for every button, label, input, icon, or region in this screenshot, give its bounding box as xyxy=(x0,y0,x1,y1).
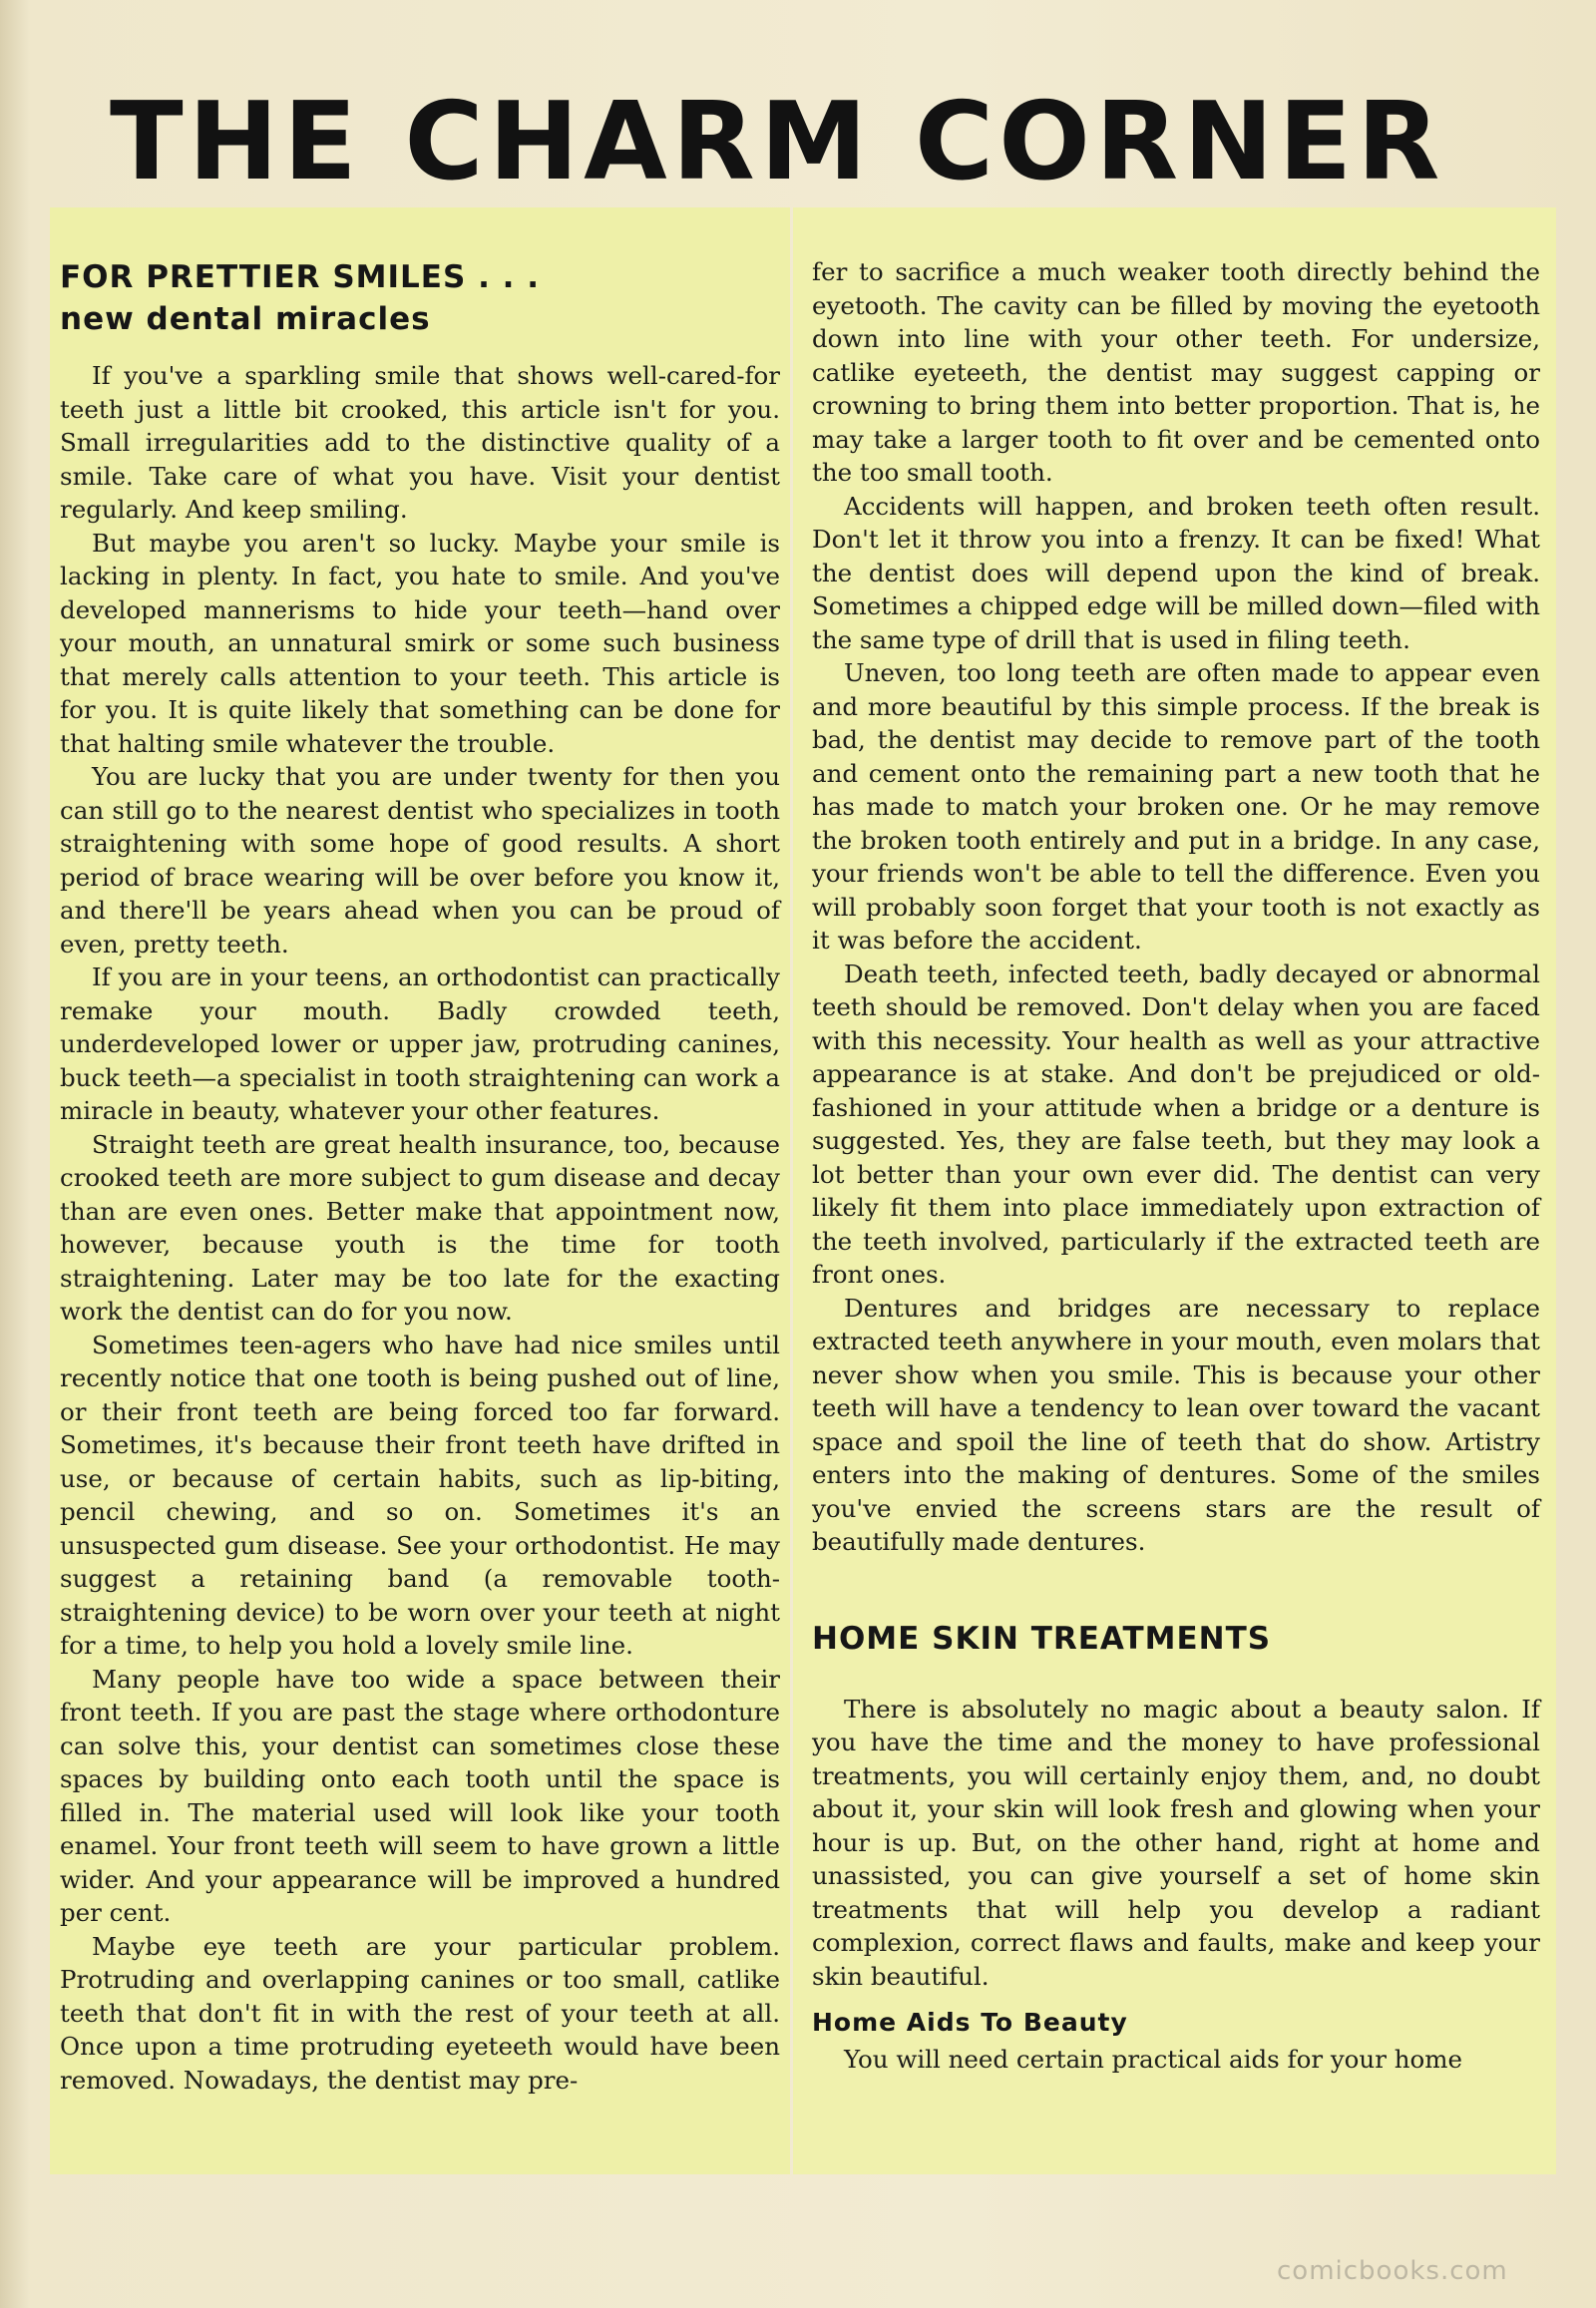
watermark: comicbooks.com xyxy=(1277,2256,1508,2286)
article-paragraph: Straight teeth are great health insurance, too, because crooked teeth are more subject to gum disease and decay than are even ones. Better make that appointment now, however, because youth is the time for tooth straightening. Later may be too late for the exacting work the dentist can do for you now. xyxy=(60,1129,780,1326)
article2-title: HOME SKIN TREATMENTS xyxy=(812,1620,1272,1657)
article-paragraph: Many people have too wide a space between their front teeth. If you are past the stage where orthodonture can solve this, your dentist can sometimes close these spaces by building onto each tooth until the space is filled in. The material used will look like your tooth enamel. Your front teeth will seem to have grown a little wider. And your appearance will be improved a hundred per cent. xyxy=(60,1664,780,1927)
article-title: FOR PRETTIER SMILES . . . xyxy=(60,259,541,295)
article-paragraph: Death teeth, infected teeth, badly decayed or abnormal teeth should be removed. Don't delay when you are faced with this necessity. Your health as well as your attractive appearance is at stake. And don't be prejudiced or old-fashioned in your attitude when a bridge or a denture is suggested. Yes, they are false teeth, but they may look a lot better than your own ever did. The dentist can very likely fit them into place immediately upon extraction of the teeth involved, particularly if the extracted teeth are front ones. xyxy=(812,959,1540,1289)
article-subtitle: new dental miracles xyxy=(60,301,431,337)
article-paragraph: If you've a sparkling smile that shows well-cared-for teeth just a little bit crooked, this article isn't for you. Small irregularities add to the distinctive quality of a smile. Take care of what you have. Visit your dentist regularly. And keep smiling. xyxy=(60,361,780,524)
right-column xyxy=(812,255,1540,2077)
article-paragraph: Sometimes teen-agers who have had nice smiles until recently notice that one tooth is being pushed out of line, or their front teeth are being forced too far forward. Sometimes, it's because their front teeth have drifted in use, or because of certain habits, such as lip-biting, pencil chewing, and so on. Sometimes it's an unsuspected gum disease. See your orthodontist. He may suggest a retaining band (a removable tooth-straightening device) to be worn over your teeth at night for a time, to help you hold a lovely smile line. xyxy=(60,1330,780,1660)
article-paragraph: Dentures and bridges are necessary to replace extracted teeth anywhere in your mouth, even molars that never show when you smile. This is because your other teeth will have a tendency to lean over toward the vacant space and spoil the line of teeth that do show. Artistry enters into the making of dentures. Some of the smiles you've envied the screens stars are the result of beautifully made dentures. xyxy=(812,1293,1540,1556)
article-paragraph: You are lucky that you are under twenty for then you can still go to the nearest dentist who specializes in tooth straightening with some hope of good results. A short period of brace wearing will be over before you know it, and there'll be years ahead when you can be proud of even, pretty teeth. xyxy=(60,762,780,959)
article2-subhead: Home Aids To Beauty xyxy=(812,2008,1128,2037)
article-paragraph: Maybe eye teeth are your particular problem. Protruding and overlapping canines or too small, catlike teeth that don't fit in with the rest of your teeth at all. Once upon a time protruding eyeteeth would have been removed. Nowadays, the dentist may pre- xyxy=(60,1931,780,2095)
article2-paragraph: There is absolutely no magic about a beauty salon. If you have the time and the money to have professional treatments, you will certainly enjoy them, and, no doubt about it, your skin will look fresh and glowing when your hour is up. But, on the other hand, right at home and unassisted, you can give yourself a set of home skin treatments that will help you develop a radiant complexion, correct flaws and faults, make and keep your skin beautiful. xyxy=(812,1694,1540,1991)
article-paragraph: But maybe you aren't so lucky. Maybe your smile is lacking in plenty. In fact, you hate to smile. And you've developed mannerisms to hide your teeth—hand over your mouth, an unnatural smirk or some such business that merely calls attention to your teeth. This article is for you. It is quite likely that something can be done for that halting smile whatever the trouble. xyxy=(60,528,780,758)
left-column xyxy=(60,257,780,2097)
article-paragraph: Uneven, too long teeth are often made to appear even and more beautiful by this simple process. If the break is bad, the dentist may decide to remove part of the tooth and cement onto the remaining part a new tooth that he has made to match your broken one. Or he may remove the broken tooth entirely and put in a bridge. In any case, your friends won't be able to tell the difference. Even you will probably soon forget that your tooth is not exactly as it was before the accident. xyxy=(812,658,1540,955)
page-headline: THE CHARM CORNER xyxy=(110,80,1445,204)
article-paragraph-continued: fer to sacrifice a much weaker tooth directly behind the eyetooth. The cavity can be filled by moving the eyetooth down into line with your other teeth. For undersize, catlike eyeteeth, the dentist may suggest capping or crowning to bring them into better proportion. That is, he may take a larger tooth to fit over and be cemented onto the too small tooth. xyxy=(812,257,1540,487)
article2-paragraph: You will need certain practical aids for your home xyxy=(844,2045,1462,2074)
article-paragraph: If you are in your teens, an orthodontist can practically remake your mouth. Badly crowded teeth, underdeveloped lower or upper jaw, protruding canines, buck teeth—a specialist in tooth straightening can work a miracle in beauty, whatever your other features. xyxy=(60,962,780,1125)
article-paragraph: Accidents will happen, and broken teeth often result. Don't let it throw you into a frenzy. It can be fixed! What the dentist does will depend upon the kind of break. Sometimes a chipped edge will be milled down—filed with the same type of drill that is used in filing teeth. xyxy=(812,491,1540,654)
